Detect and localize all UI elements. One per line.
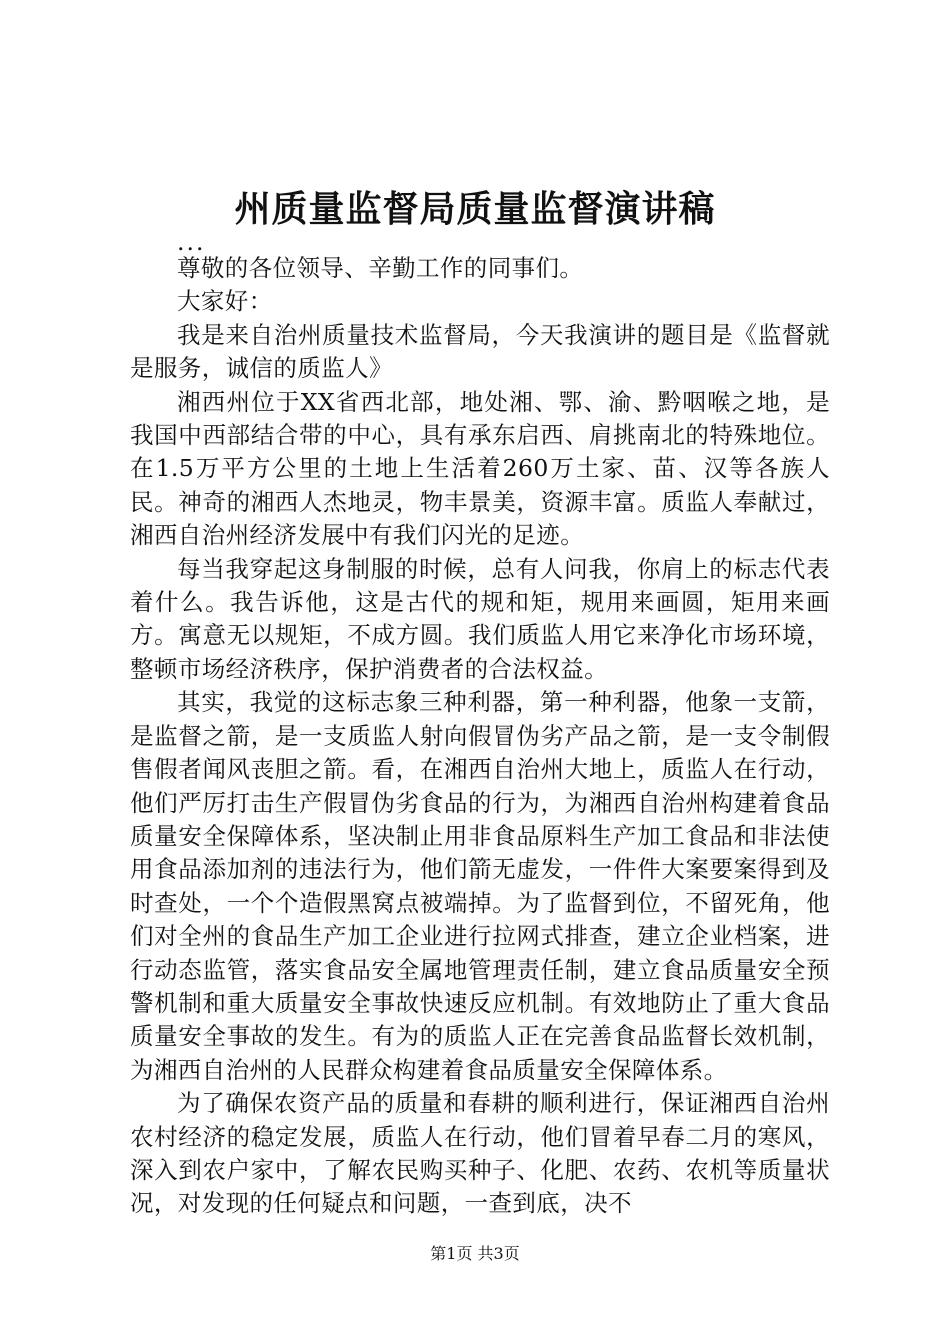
paragraph-agriculture: 为了确保农资产品的质量和春耕的顺利进行，保证湘西自治州农村经济的稳定发展，质监人在行动，他们冒着早春二月的寒风，深入到农户家中，了解农民购买种子、化肥、农药、农机等质量状况，对发现的任何疑点和问题，一查到底，决不	[130, 1089, 830, 1218]
paragraph-arrow: 其实，我觉的这标志象三种利器，第一种利器，他象一支箭，是监督之箭，是一支质监人射向假冒伪劣产品之箭，是一支令制假售假者闻风丧胆之箭。看，在湘西自治州大地上，质监人在行动，他们严厉打击生产假冒伪劣食品的行为，为湘西自治州构建着食品质量安全保障体系，坚决制止用非食品原料生产加工食品和非法使用食品添加剂的违法行为，他们箭无虚发，一件件大案要案得到及时查处，一个个造假黑窝点被端掉。为了监督到位，不留死角，他们对全州的食品生产加工企业进行拉网式排查，建立企业档案，进行动态监管，落实食品安全属地管理责任制，建立食品质量安全预警机制和重大质量安全事故快速反应机制。有效地防止了重大食品质量安全事故的发生。有为的质监人正在完善食品监督长效机制，为湘西自治州的人民群众构建着食品质量安全保障体系。	[130, 688, 830, 1084]
paragraph-hello: 大家好：	[177, 287, 273, 316]
paragraph-greeting: 尊敬的各位领导、辛勤工作的同事们。	[177, 254, 584, 282]
paragraph-intro: 我是来自治州质量技术监督局，今天我演讲的题目是《监督就是服务，诚信的质监人》	[130, 320, 830, 383]
document-title: 州质量监督局质量监督演讲稿	[234, 188, 716, 230]
page-footer: 第1页 共3页	[430, 1244, 520, 1263]
paragraph-uniform: 每当我穿起这身制服的时候，总有人问我，你肩上的标志代表着什么。我告诉他，这是古代的规和矩，规用来画圆，矩用来画方。寓意无以规矩，不成方圆。我们质监人用它来净化市场环境，整顿市场经济秩序，保护消费者的合法权益。	[130, 554, 830, 683]
paragraph-xiangxi: 湘西州位于XX省西北部，地处湘、鄂、渝、黔咽喉之地，是我国中西部结合带的中心，具有承东启西、肩挑南北的特殊地位。在1.5万平方公里的土地上生活着260万土家、苗、汉等各族人民。神奇的湘西人杰地灵，物丰景美，资源丰富。质监人奉献过，湘西自治州经济发展中有我们闪光的足迹。	[130, 387, 830, 550]
document-body	[130, 228, 830, 1221]
ellipsis-line: ...	[177, 228, 206, 256]
